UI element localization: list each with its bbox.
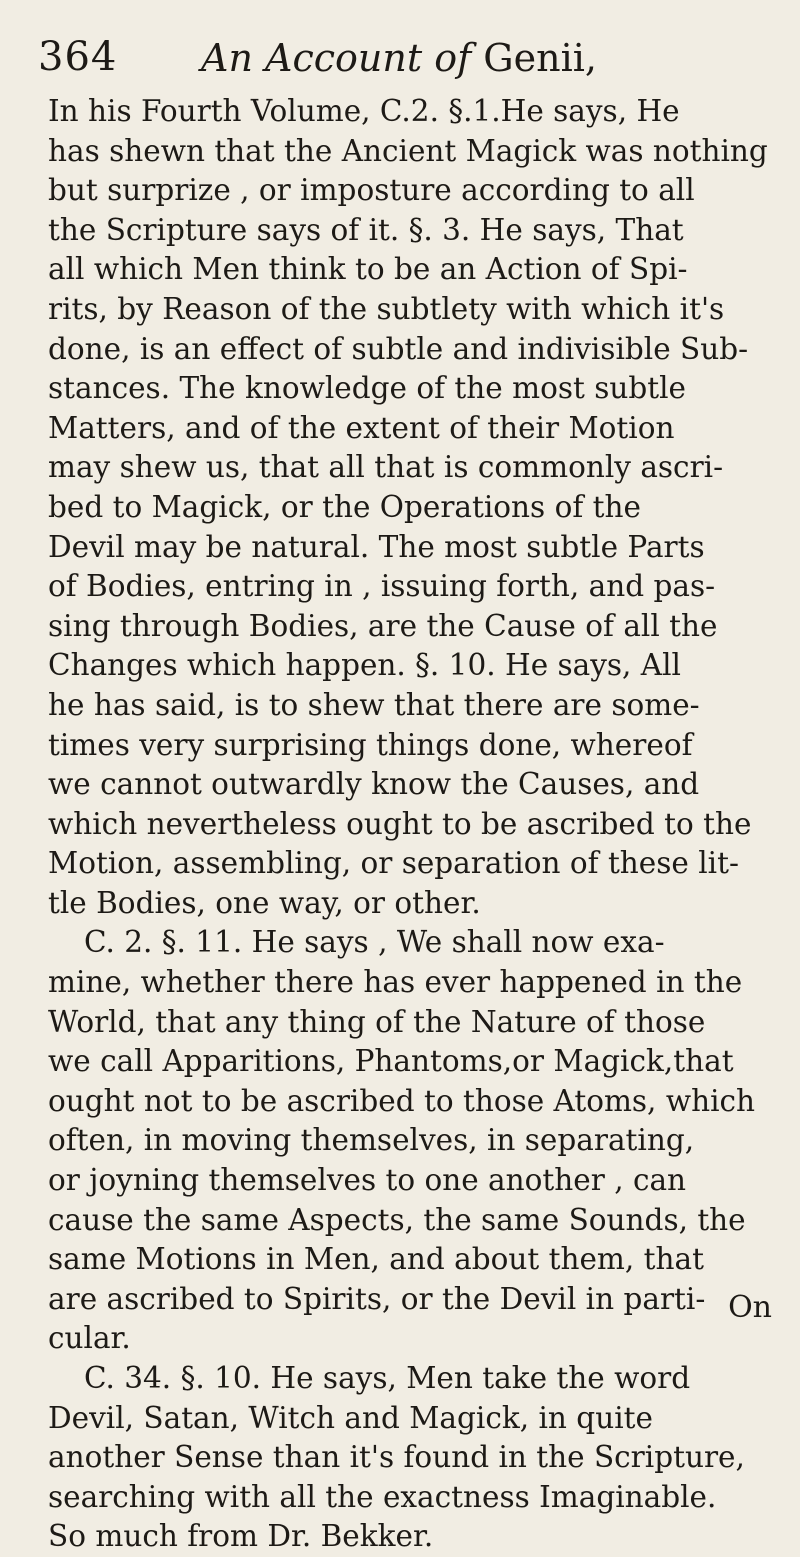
text-line: done, is an effect of subtle and indivisible Sub- <box>48 331 749 366</box>
text-line: same Motions in Men, and about them, that <box>48 1242 704 1277</box>
text-line: tle Bodies, one way, or other. <box>48 885 481 920</box>
text-line: sing through Bodies, are the Cause of all the <box>48 608 718 643</box>
text-line: C. 2. §. 11. He says , We shall now exa- <box>84 925 665 960</box>
running-head <box>38 36 760 80</box>
text-line: the Scripture says of it. §. 3. He says, That <box>48 212 684 247</box>
text-line: all which Men think to be an Action of Spi- <box>48 252 688 287</box>
text-line: stances. The knowledge of the most subtle <box>48 371 686 406</box>
text-line: has shewn that the Ancient Magick was nothing <box>48 133 768 168</box>
text-line: may shew us, that all that is commonly ascri- <box>48 450 724 485</box>
running-head-italic: An Account of <box>201 36 472 80</box>
text-line: mine, whether there has ever happened in the <box>48 965 743 1000</box>
text-line: cular. <box>48 1321 131 1356</box>
text-line: often, in moving themselves, in separating, <box>48 1123 695 1158</box>
text-line: Devil may be natural. The most subtle Parts <box>48 529 705 564</box>
text-line: Devil, Satan, Witch and Magick, in quite <box>48 1400 653 1435</box>
text-line: he has said, is to shew that there are some- <box>48 687 700 722</box>
page-number: 364 <box>38 34 118 80</box>
text-line: searching with all the exactness Imaginable. <box>48 1479 717 1514</box>
text-line: Motion, assembling, or separation of these lit- <box>48 846 739 881</box>
text-line: rits, by Reason of the subtlety with which it's <box>48 291 725 326</box>
text-line: C. 34. §. 10. He says, Men take the word <box>84 1361 691 1395</box>
text-line: of Bodies, entring in , issuing forth, and pas- <box>48 569 716 604</box>
text-line: So much from Dr. Bekker. <box>48 1519 434 1554</box>
text-line: World, that any thing of the Nature of those <box>48 1004 706 1039</box>
text-line: we call Apparitions, Phantoms,or Magick,that <box>48 1044 734 1079</box>
running-head-roman: Genii, <box>483 36 597 80</box>
text-line: Changes which happen. §. 10. He says, All <box>48 648 681 683</box>
text-line: or joyning themselves to one another , can <box>48 1163 687 1198</box>
text-line: we cannot outwardly know the Causes, and <box>48 767 700 802</box>
text-line: another Sense than it's found in the Scripture, <box>48 1440 745 1475</box>
text-line: but surprize , or imposture according to all <box>48 173 695 208</box>
text-line: In his Fourth Volume, C.2. §.1.He says, He <box>48 94 680 128</box>
text-line: which nevertheless ought to be ascribed to the <box>48 806 752 841</box>
body-text <box>48 92 778 1557</box>
text-line: ought not to be ascribed to those Atoms, which <box>48 1083 756 1118</box>
text-line: Matters, and of the extent of their Motion <box>48 410 675 445</box>
text-line: are ascribed to Spirits, or the Devil in parti- <box>48 1281 706 1316</box>
page-header <box>38 34 760 98</box>
catchword: On <box>728 1290 772 1325</box>
text-line: bed to Magick, or the Operations of the <box>48 489 641 524</box>
text-line: cause the same Aspects, the same Sounds, the <box>48 1202 746 1237</box>
text-line: times very surprising things done, whereof <box>48 727 693 762</box>
